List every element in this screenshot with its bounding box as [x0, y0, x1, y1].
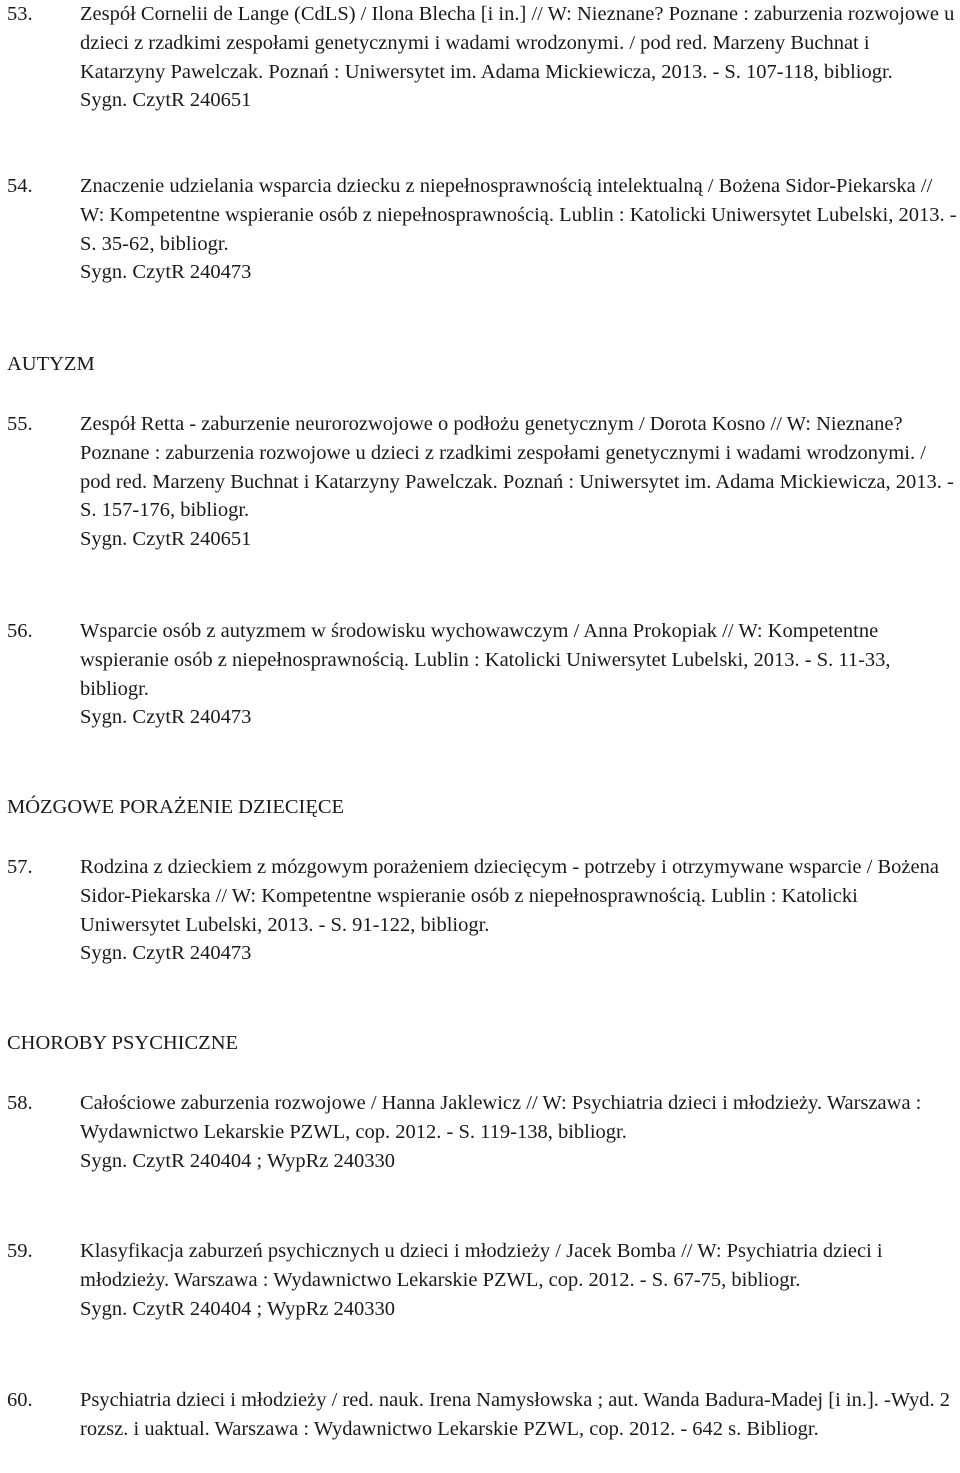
entry-call-number: Sygn. CzytR 240404 ; WypRz 240330 [80, 1297, 396, 1320]
entry-call-number: Sygn. CzytR 240651 [80, 89, 252, 112]
bibliography-entry-57 [7, 853, 959, 968]
entry-number: 58. [7, 1092, 33, 1114]
entry-text: Całościowe zaburzenia rozwojowe / Hanna Jaklewicz // W: Psychiatria dzieci i młodzieży. Warszawa : Wydawnictwo Lekarskie PZWL, cop. 2012. - S. 119-138, bibliogr. [80, 1092, 922, 1143]
entry-number: 60. [7, 1389, 33, 1411]
entry-text: Znaczenie udzielania wsparcia dziecku z niepełnosprawnością intelektualną / Bożena Sidor-Piekarska // W: Kompetentne wspieranie osób z niepełnosprawnością. Lublin : Katolicki Uniwersytet Lubelski, 2013. - S. 35-62, bibliogr. [80, 175, 957, 255]
entry-number: 55. [7, 413, 33, 435]
entry-number: 54. [7, 175, 33, 197]
entry-number: 53. [7, 3, 33, 25]
entry-text: Wsparcie osób z autyzmem w środowisku wychowawczym / Anna Prokopiak // W: Kompetentne wspieranie osób z niepełnosprawnością. Lublin : Katolicki Uniwersytet Lubelski, 2013. - S. 11-33, bibliogr. [80, 620, 891, 700]
entry-call-number: Sygn. CzytR 240473 [80, 942, 252, 965]
entry-call-number: Sygn. CzytR 240473 [80, 706, 252, 729]
entry-call-number: Sygn. CzytR 240651 [80, 528, 252, 551]
bibliography-entry-59 [7, 1237, 927, 1323]
entry-text: Rodzina z dzieckiem z mózgowym porażeniem dziecięcym - potrzeby i otrzymywane wsparcie / Bożena Sidor-Piekarska // W: Kompetentne wspieranie osób z niepełnosprawnością. Lublin : Katolicki Uniwersytet Lubelski, 2013. - S. 91-122, bibliogr. [80, 856, 939, 936]
entry-text: Zespół Cornelii de Lange (CdLS) / Ilona Blecha [i in.] // W: Nieznane? Poznane : zaburzenia rozwojowe u dzieci z rzadkimi zespołami genetycznymi i wadami wrodzonymi. / pod red. Marzeny Buchnat i Katarzyny Pawelczak. Poznań : Uniwersytet im. Adama Mickiewicza, 2013. - S. 107-118, bibliogr. [80, 3, 955, 83]
bibliography-entry-53 [7, 0, 957, 115]
section-heading-mpd: MÓZGOWE PORAŻENIE DZIECIĘCE [7, 796, 345, 818]
entry-call-number: Sygn. CzytR 240404 ; WypRz 240330 [80, 1149, 396, 1172]
section-heading-choroby-psychiczne: CHOROBY PSYCHICZNE [7, 1032, 239, 1054]
entry-number: 59. [7, 1240, 33, 1262]
entry-text: Psychiatria dzieci i młodzieży / red. nauk. Irena Namysłowska ; aut. Wanda Badura-Madej [i in.]. -Wyd. 2 rozsz. i uaktual. Warszawa : Wydawnictwo Lekarskie PZWL, cop. 2012. - 642 s. Bibliogr. [80, 1389, 950, 1440]
bibliography-entry-60 [7, 1386, 959, 1444]
section-heading-autyzm: AUTYZM [7, 353, 95, 375]
bibliography-entry-54 [7, 172, 957, 287]
entry-text: Klasyfikacja zaburzeń psychicznych u dzieci i młodzieży / Jacek Bomba // W: Psychiatria dzieci i młodzieży. Warszawa : Wydawnictwo Lekarskie PZWL, cop. 2012. - S. 67-75, bibliogr. [80, 1240, 883, 1291]
entry-number: 56. [7, 620, 33, 642]
entry-call-number: Sygn. CzytR 240473 [80, 261, 252, 284]
entry-text: Zespół Retta - zaburzenie neurorozwojowe o podłożu genetycznym / Dorota Kosno // W: Nieznane? Poznane : zaburzenia rozwojowe u dzieci z rzadkimi zespołami genetycznymi i wadami wrodzonymi. / pod red. Marzeny Buchnat i Katarzyny Pawelczak. Poznań : Uniwersytet im. Adama Mickiewicza, 2013. - S. 157-176, bibliogr. [80, 413, 954, 522]
entry-number: 57. [7, 856, 33, 878]
bibliography-entry-56 [7, 617, 957, 732]
bibliography-entry-58 [7, 1089, 927, 1175]
bibliography-entry-55 [7, 410, 957, 554]
